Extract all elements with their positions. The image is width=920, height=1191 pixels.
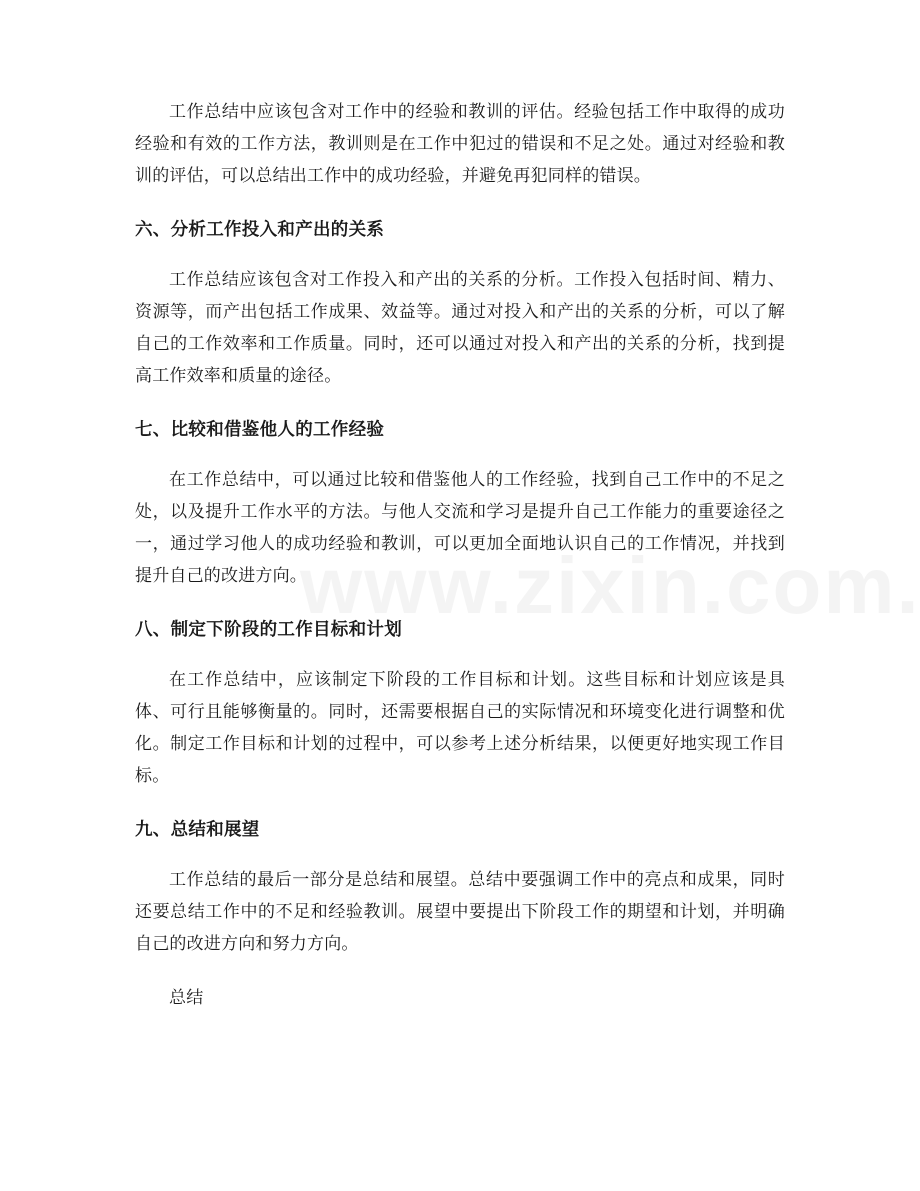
document-page — [135, 96, 785, 1014]
paragraph-section-9: 工作总结的最后一部分是总结和展望。总结中要强调工作中的亮点和成果，同时还要总结工作中的不足和经验教训。展望中要提出下阶段工作的期望和计划，并明确自己的改进方向和努力方向。 — [135, 870, 785, 954]
paragraph-experience-evaluation: 工作总结中应该包含对工作中的经验和教训的评估。经验包括工作中取得的成功经验和有效的工作方法，教训则是在工作中犯过的错误和不足之处。通过对经验和教训的评估，可以总结出工作中的成功经验，并避免再犯同样的错误。 — [135, 102, 785, 186]
paragraph-section-6: 工作总结应该包含对工作投入和产出的关系的分析。工作投入包括时间、精力、资源等，而产出包括工作成果、效益等。通过对投入和产出的关系的分析，可以了解自己的工作效率和工作质量。同时，还可以通过对投入和产出的关系的分析，找到提高工作效率和质量的途径。 — [135, 270, 785, 386]
heading-section-8: 八、制定下阶段的工作目标和计划 — [135, 620, 402, 640]
heading-section-6: 六、分析工作投入和产出的关系 — [135, 220, 385, 240]
heading-section-9: 九、总结和展望 — [135, 820, 260, 840]
paragraph-summary-label: 总结 — [169, 988, 204, 1008]
paragraph-section-7: 在工作总结中，可以通过比较和借鉴他人的工作经验，找到自己工作中的不足之处，以及提升工作水平的方法。与他人交流和学习是提升自己工作能力的重要途径之一，通过学习他人的成功经验和教训，可以更加全面地认识自己的工作情况，并找到提升自己的改进方向。 — [135, 470, 785, 586]
heading-section-7: 七、比较和借鉴他人的工作经验 — [135, 420, 385, 440]
paragraph-section-8: 在工作总结中，应该制定下阶段的工作目标和计划。这些目标和计划应该是具体、可行且能够衡量的。同时，还需要根据自己的实际情况和环境变化进行调整和优化。制定工作目标和计划的过程中，可以参考上述分析结果，以便更好地实现工作目标。 — [135, 670, 785, 786]
